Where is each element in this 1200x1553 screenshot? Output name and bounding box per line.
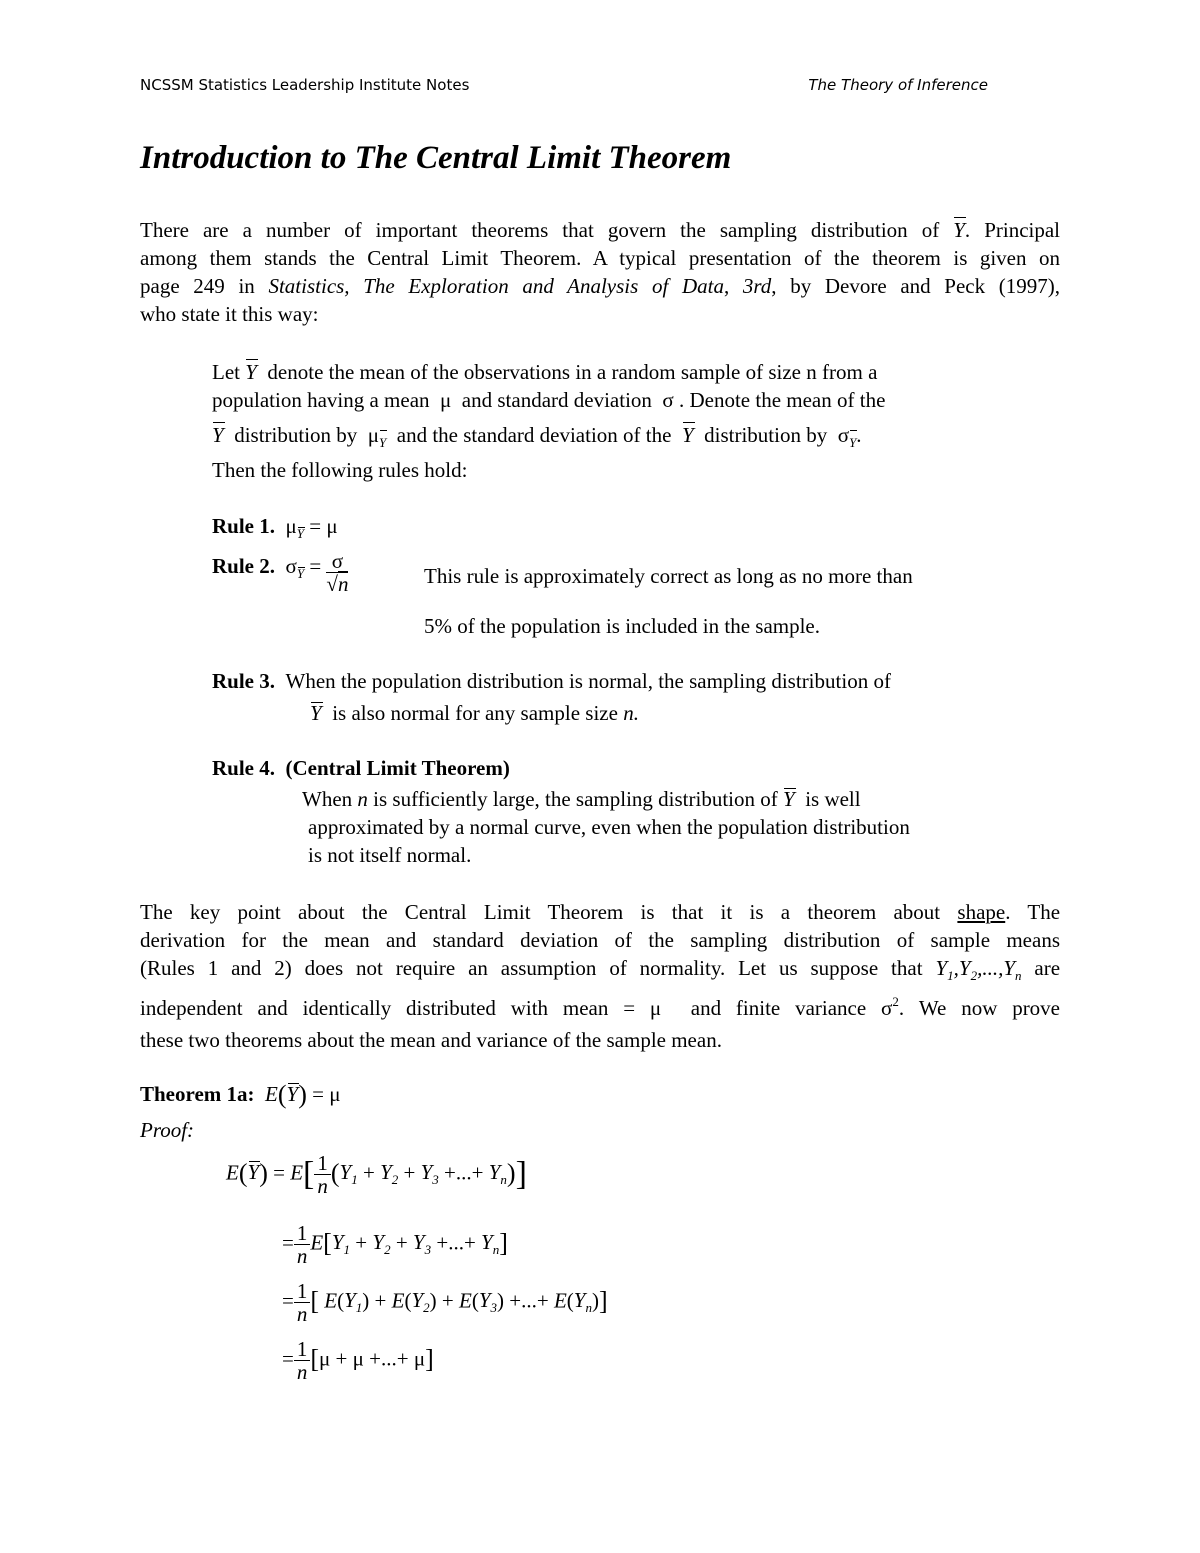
rule-4-line-1: When n is sufficiently large, the sampling distribution of Y is well <box>302 787 861 811</box>
proof-label: Proof: <box>140 1118 195 1142</box>
page-title: Introduction to The Central Limit Theorem <box>140 140 732 176</box>
rule-4-line-2: approximated by a normal curve, even when the population distribution <box>308 815 910 839</box>
running-header-right: The Theory of Inference <box>808 76 988 94</box>
keypoint-line-3: (Rules 1 and 2) does not require an assumption of normality. Let us suppose that $Y_1,Y_2,...,Y_n$ are <box>140 956 1061 983</box>
proof-equation-1: E(Y) = E[ $\frac{1}{n}$ ($Y_1 + Y_2 + Y_3$ +...+ $Y_n$)] <box>226 1151 527 1198</box>
book-title: Statistics, The Exploration and Analysis of Data <box>268 274 724 298</box>
intro-line-2: among them stands the Central Limit Theorem. A typical presentation of the theorem is given on <box>140 246 1060 270</box>
keypoint-paragraph <box>140 898 1060 990</box>
rule-4: Rule 4. (Central Limit Theorem) <box>212 756 510 780</box>
intro-line-1: There are a number of important theorems that govern the sampling distribution of Y. Principal <box>140 218 1061 242</box>
proof-equation-2: = $\frac{1}{n}$ $E[Y_1 + Y_2 + Y_3$ +...+ $Y_n$] <box>282 1221 508 1268</box>
proof-equation-3: = $\frac{1}{n}$ [ $E(Y_1) + E(Y_2) + E(Y_3)$ +...+ $E(Y_n)$] <box>282 1279 608 1326</box>
intro-paragraph <box>140 216 1060 328</box>
rule-2-note-1: This rule is approximately correct as long as no more than <box>424 564 913 588</box>
proof-equation-4: = $\frac{1}{n}$ [μ + μ +...+ μ] <box>282 1337 434 1384</box>
rule-2-note-2: 5% of the population is included in the sample. <box>424 614 821 638</box>
rule-2: Rule 2. σY = $\frac{\sigma}{√n}$ <box>212 549 349 596</box>
keypoint-line-5: these two theorems about the mean and variance of the sample mean. <box>140 1028 722 1052</box>
rule-3: Rule 3. When the population distribution is normal, the sampling distribution of <box>212 669 891 693</box>
keypoint-line-1: The key point about the Central Limit Theorem is that it is a theorem about shape. The <box>140 900 1061 924</box>
quote-line-3: Y distribution by μY and the standard deviation of the Y distribution by σY. <box>212 421 862 457</box>
keypoint-line-4: independent and identically distributed with mean = μ and finite variance $\sigma^2$. We now prove <box>140 994 1061 1020</box>
running-header-left: NCSSM Statistics Leadership Institute Notes <box>140 76 470 94</box>
quote-line-1: Let Y denote the mean of the observations in a random sample of size n from a <box>212 360 878 384</box>
keypoint-line-2: derivation for the mean and standard deviation of the sampling distribution of sample means <box>140 928 1060 952</box>
quote-line-2: population having a mean μ and standard deviation σ . Denote the mean of the <box>212 388 886 412</box>
intro-line-4: who state it this way: <box>140 302 319 326</box>
keypoint-paragraph-2 <box>140 988 1060 1054</box>
rule-1: Rule 1. μY = μ <box>212 514 338 541</box>
quote-line-4: Then the following rules hold: <box>212 458 468 482</box>
rule-4-line-3: is not itself normal. <box>308 843 472 867</box>
rule-3-line-2: Y is also normal for any sample size n. <box>310 701 639 725</box>
theorem-1a: Theorem 1a: E(Y) = μ <box>140 1080 341 1109</box>
intro-line-3: page 249 in Statistics, The Exploration and Analysis of Data, 3rd, by Devore and Peck (1997), <box>140 274 1061 298</box>
